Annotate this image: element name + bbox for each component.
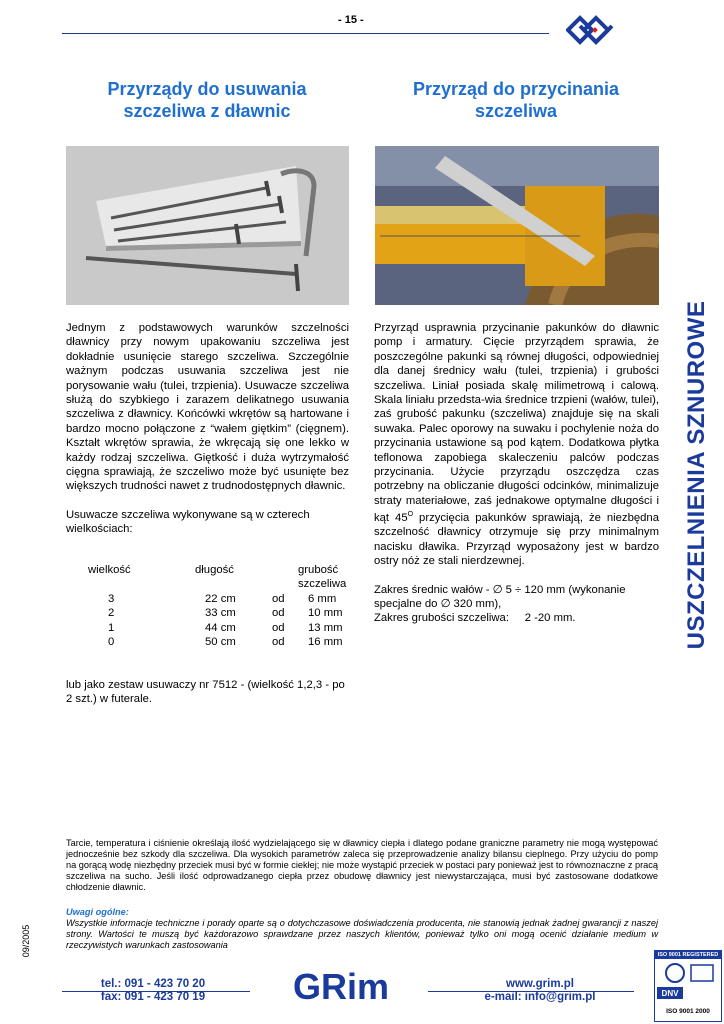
svg-text:GRim: GRim (292, 966, 390, 1006)
header-size: wielkość (88, 564, 131, 576)
contact-phones (96, 978, 210, 1004)
svg-text:DNV: DNV (661, 989, 679, 998)
email-link[interactable]: e-mail: info@grim.pl (484, 991, 596, 1003)
section-side-title (672, 250, 722, 700)
table-row: 2 33 cm od 10 mm (108, 607, 343, 620)
dnv-mark-icon (655, 959, 719, 1003)
table-row: 3 22 cm od 6 mm (108, 592, 337, 605)
iso-certificate-badge: ISO 9001 REGISTERED DNV ISO 9001 2000 (654, 950, 722, 1022)
left-paragraph-2: Usuwacze szczeliwa wykonywane są w czterech wielkościach: (66, 508, 310, 536)
left-paragraph-1: Jednym z podstawowych warunków szczelności dławnicy przy nowym upakowaniu szczeliwa jest dokładnie usunięcie starego szczeliwa. Szczególnie ważnym podczas usuwania szczeliwa jest nie porysowanie wału (tulei, trzpienia). Usuwacze szczeliwa służą do szybkiego i zarazem delikatnego usuwania szczeliwa z dławnicy. Końcówki wkrętów są hartowane i bardzo mocno połączone z “wałem giętkim” (cięgnem). Kształt wkrętów sprawia, że wkręcają się one lekko w każdy rodzaj szczeliwa. Giętkość i duża wytrzymałość cięgna sprawiają, że szczeliwo może być usunięte bez większych trudności nawet z trudnodostępnych dławnic. (66, 322, 349, 493)
general-notes-title: Uwagi ogólne: (66, 907, 129, 917)
phone-number: tel.: 091 - 423 70 20 (100, 978, 206, 990)
contact-online (480, 978, 600, 1004)
general-notes-text: Wszystkie informacje techniczne i porady oparte są o dotychczasowe doświadczenia producenta, nie stanowią jednak żadnej gwarancji z naszej strony. Wartości te muszą być każdorazowo sprawdzane przez naszych klientów, ponieważ tylko oni mogą ocenić działanie medium w rzeczywistych warunkach zastosowania (66, 918, 658, 950)
right-title-block (374, 78, 658, 122)
edition-date: 09/2005 (21, 924, 31, 958)
website-link[interactable]: www.grim.pl (506, 978, 574, 990)
table-row: 1 44 cm od 13 mm (108, 621, 343, 634)
left-title-block (66, 78, 348, 122)
thermal-note: Tarcie, temperatura i ciśnienie określają ilość wydzielającego się w dławnicy ciepła i dlatego podane graniczne parametry nie mogą występować jednocześnie bez szkody dla szczeliwa. Dla wysokich parametrów zaleca się przeprowadzenie analizy bilansu cieplnego. Przy użyciu do pomp na gorącą wodę niezbędny przeciek musi być w formie ciekłej; nie może wystąpić przeciek w postaci pary ponieważ jest to równoznaczne z pracą szczeliwa na sucho. Jeśli ilość odprowadzanego ciepła przez obudowę dławnicy jest niewystarczająca, musi być zastosowane dodatkowe chłodzenie dławnic. (66, 838, 658, 892)
table-row: 0 50 cm od 16 mm (108, 636, 343, 649)
page-number: - 15 - (338, 14, 364, 26)
side-title-text: USZCZELNIENIA SZNUROWE (683, 300, 710, 650)
right-paragraph-1: Przyrząd usprawnia przycinanie pakunków do dławnic pomp i armatury. Cięcie przyrządem sprawia, że poszczególne pakunki są równej długości, odpowiedniej dla danej średnicy wału (tulei, trzpienia) i grubości szczeliwa. Liniał posiada skalę milimetrową i calową. Skala liniału przedsta-wia średnice trzpieni (wałów, tulei), zaś grubość pakunku (szczeliwa) znajduje się na skali suwaka. Palec oporowy na suwaku i pochylenie noża do przycinania ustawione są pod kątem. Dodatkowa płytka teflonowa zapobiega skaleczeniu palców podczas przycinania. Użycie przyrządu oszczędza czas potrzebny na obliczanie długości odcinków, minimalizuje straty materiałowe, zaś jednakowe optymalne długości i kąt $45^O$ przycięcia pakunków sprawiają, że niezbędna szczelność dławnicy otrzymuje się przy minimalnym nacisku dławika. Przyrząd wyposażony jest w bardzo ostry nóż ze stali nierdzewnej. (374, 322, 659, 568)
packing-extractor-photo (66, 146, 349, 305)
grim-logo (287, 966, 395, 1006)
thickness-range: Zakres grubości szczeliwa: 2 -20 mm. (374, 612, 576, 625)
left-title: Przyrządy do usuwania szczeliwa z dławnic (107, 79, 307, 121)
header-divider (62, 33, 549, 34)
left-column (66, 321, 349, 537)
fax-number: fax: 091 - 423 70 19 (100, 991, 206, 1003)
left-paragraph-3: lub jako zestaw usuwaczy nr 7512 - (wielkość 1,2,3 - po 2 szt.) w futerale. (66, 679, 345, 706)
packing-cutter-photo (375, 146, 659, 305)
diameter-range: Zakres średnic wałów - ∅ 5 ÷ 120 mm (wykonanie specjalne do ∅ 320 mm), (374, 583, 626, 611)
company-logo-icon (566, 14, 622, 54)
header-length: długość (195, 564, 234, 576)
right-title: Przyrząd do przycinania szczeliwa (412, 79, 620, 121)
right-column (374, 321, 659, 626)
header-thickness: grubość szczeliwa (298, 564, 347, 591)
sizes-table (88, 563, 358, 649)
